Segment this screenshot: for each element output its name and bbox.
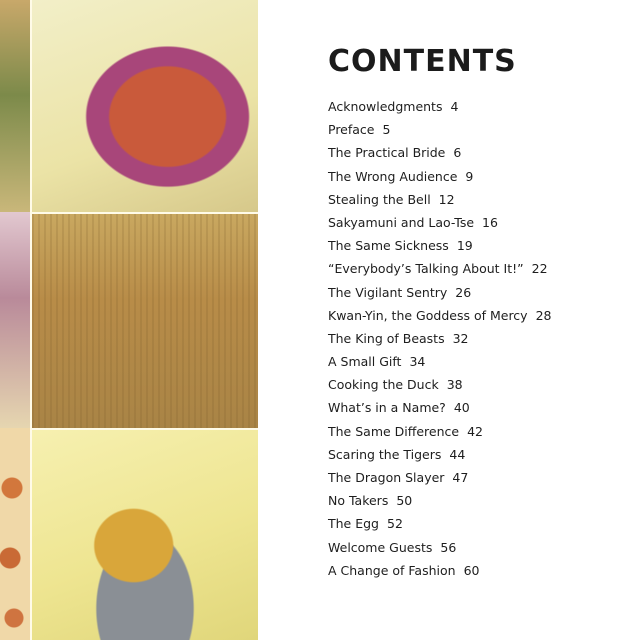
adjacent-illustration-strip-top	[0, 0, 30, 212]
toc-entry-title: The Practical Bride	[328, 145, 446, 161]
toc-entry-title: What’s in a Name?	[328, 400, 446, 416]
panel-divider-lower	[30, 428, 258, 430]
toc-entry-title: The Vigilant Sentry	[328, 284, 448, 300]
toc-entry-title: Scaring the Tigers	[328, 446, 442, 462]
toc-entry	[328, 396, 628, 419]
toc-entry	[328, 512, 628, 535]
toc-entry	[328, 304, 628, 327]
toc-entry-title: A Change of Fashion	[328, 562, 456, 578]
toc-entry-title: Cooking the Duck	[328, 377, 439, 393]
toc-entry-title: The King of Beasts	[328, 330, 445, 346]
toc-entry-page-number: 12	[438, 191, 455, 207]
toc-entry-title: The Wrong Audience	[328, 168, 458, 184]
toc-entry	[328, 420, 628, 443]
toc-entry	[328, 489, 628, 512]
panel-divider-upper	[30, 212, 258, 214]
toc-entry-title: The Same Sickness	[328, 238, 449, 254]
toc-entry-title: “Everybody’s Talking About It!”	[328, 261, 524, 277]
contents-heading: CONTENTS	[328, 44, 517, 79]
toc-entry-title: Preface	[328, 122, 375, 138]
emperor-illustration	[32, 0, 258, 212]
toc-entry-page-number: 47	[452, 470, 469, 485]
toc-entry-page-number: 6	[453, 145, 462, 161]
toc-entry-title: The Dragon Slayer	[328, 470, 445, 485]
toc-entry	[328, 466, 628, 489]
toc-entry	[328, 350, 628, 373]
gatehouse-illustration	[32, 214, 258, 428]
illustration-column	[0, 0, 258, 640]
toc-entry	[328, 234, 628, 257]
toc-entry	[328, 165, 628, 188]
toc-entry-page-number: 28	[535, 307, 552, 323]
toc-entry-page-number: 38	[446, 377, 463, 393]
toc-entry-page-number: 9	[465, 168, 474, 184]
toc-entry-title: Stealing the Bell	[328, 191, 431, 207]
toc-entry-page-number: 44	[449, 446, 466, 462]
toc-entry-page-number: 40	[453, 400, 470, 416]
toc-entry	[328, 188, 628, 211]
toc-entry-title: The Egg	[328, 516, 379, 532]
adjacent-illustration-strip-middle	[0, 212, 30, 428]
toc-entry-page-number: 34	[409, 354, 426, 370]
toc-entry	[328, 443, 628, 466]
toc-entry-page-number: 16	[482, 214, 498, 230]
toc-entry	[328, 327, 628, 350]
toc-entry-page-number: 19	[456, 238, 473, 254]
toc-entry-page-number: 56	[440, 539, 457, 555]
toc-entry-page-number: 50	[396, 493, 413, 509]
toc-entry-page-number: 60	[463, 562, 480, 578]
toc-entry-page-number: 26	[455, 284, 472, 300]
toc-entry	[328, 141, 628, 164]
toc-entry-title: The Same Difference	[328, 423, 460, 439]
toc-entry-page-number: 42	[467, 423, 484, 439]
toc-entry	[328, 373, 628, 396]
toc-entry	[328, 257, 628, 280]
toc-entry	[328, 281, 628, 304]
toc-entry-title: No Takers	[328, 493, 389, 509]
toc-list	[328, 95, 628, 582]
toc-entry	[328, 559, 628, 582]
toc-entry-page-number: 22	[531, 261, 548, 277]
toc-entry	[328, 95, 628, 118]
adjacent-illustration-strip-bottom	[0, 428, 30, 640]
toc-entry-title: Kwan-Yin, the Goddess of Mercy	[328, 307, 528, 323]
table-of-contents	[328, 44, 628, 582]
toc-entry-title: Sakyamuni and Lao-Tse	[328, 214, 475, 230]
seated-figure-illustration	[32, 430, 258, 640]
toc-entry-page-number: 4	[450, 99, 459, 114]
toc-entry	[328, 118, 628, 141]
toc-entry	[328, 211, 628, 234]
panel-divider-vertical	[30, 0, 32, 640]
toc-entry-title: Acknowledgments	[328, 99, 443, 114]
toc-entry-title: A Small Gift	[328, 354, 402, 370]
toc-entry-page-number: 5	[382, 122, 391, 138]
toc-entry	[328, 536, 628, 559]
toc-entry-page-number: 52	[387, 516, 403, 532]
toc-entry-page-number: 32	[452, 330, 469, 346]
toc-entry-title: Welcome Guests	[328, 539, 433, 555]
